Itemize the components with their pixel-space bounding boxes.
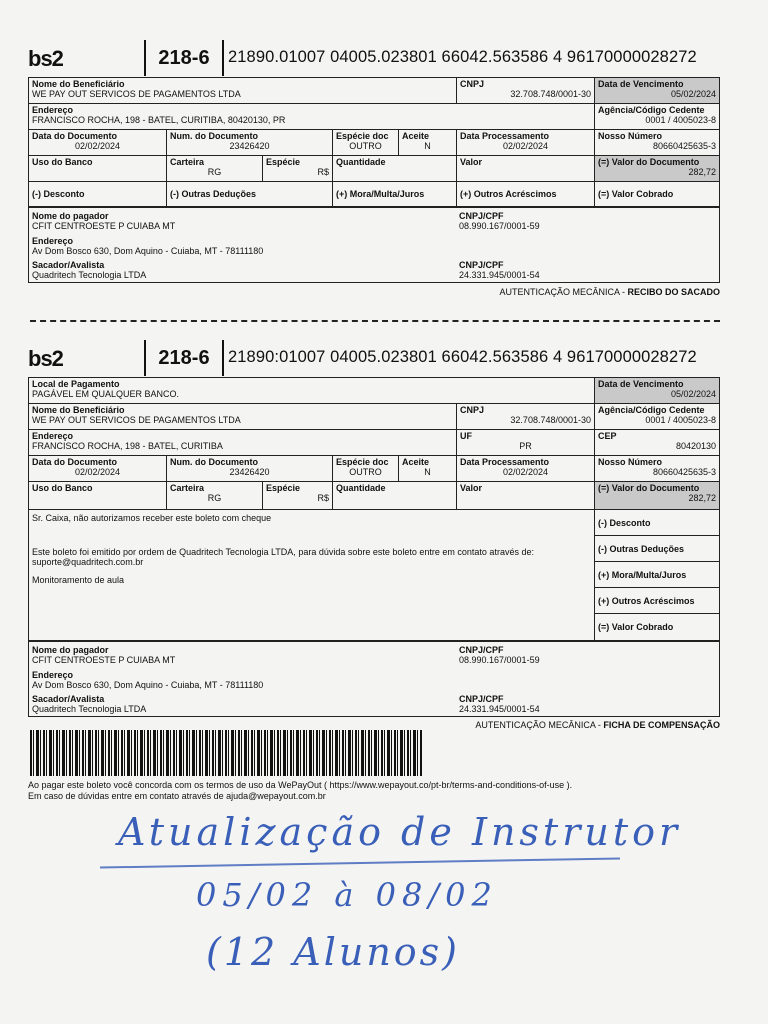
bank-logo: bs2 bbox=[28, 46, 63, 71]
uf-cell: UF PR bbox=[457, 430, 595, 456]
valor-doc-cell-2: (=) Valor do Documento 282,72 bbox=[595, 482, 719, 510]
ficha-authentication: AUTENTICAÇÃO MECÂNICA - FICHA DE COMPENSAÇÃO bbox=[475, 720, 720, 730]
outras-deducoes-cell: (-) Outras Deduções bbox=[167, 182, 333, 206]
linha-digitavel-2[interactable]: 21890:01007 04005.023801 66042.563586 4 96170000028272 bbox=[228, 348, 697, 366]
cnpj-cell: CNPJ 32.708.748/0001-30 bbox=[457, 78, 595, 104]
cep-cell: CEP 80420130 bbox=[595, 430, 719, 456]
agencia-cell-2: Agência/Código Cedente 0001 / 4005023-8 bbox=[595, 404, 719, 430]
especie-doc-cell: Espécie doc OUTRO bbox=[333, 130, 399, 156]
data-proc-cell: Data Processamento 02/02/2024 bbox=[457, 130, 595, 156]
data-proc: 02/02/2024 bbox=[502, 141, 549, 151]
instrucao-3: suporte@quadritech.com.br bbox=[32, 557, 144, 567]
uso-banco-cell-2: Uso do Banco bbox=[29, 482, 167, 510]
valor-cobrado-cell-2: (=) Valor Cobrado bbox=[598, 622, 674, 632]
ficha-header bbox=[28, 340, 720, 376]
cut-line bbox=[30, 320, 720, 322]
uf: PR bbox=[519, 441, 532, 451]
especie-doc: OUTRO bbox=[349, 141, 382, 151]
ficha-pagador-box: Nome do pagador CFIT CENTROESTE P CUIABA MT CNPJ/CPF 08.990.167/0001-59 Endereço Av Dom Bosco 630, Dom Aquino - Cuiaba, MT - 78111180 Sacador/Avalista Quadritech Tecnologia LTDA CNPJ/CPF 24.331.945/0001-54 bbox=[28, 641, 720, 717]
especie: R$ bbox=[317, 167, 329, 177]
agencia: 0001 / 4005023-8 bbox=[645, 115, 716, 125]
footer-terms: Ao pagar este boleto você concorda com os termos de uso da WePayOut ( https://www.wepayout.co/pt-br/terms-and-conditions-of-use ). bbox=[28, 780, 573, 790]
handwritten-line-2: 05/02 à 08/02 bbox=[196, 876, 498, 914]
local-pagamento-cell: Local de Pagamento PAGÁVEL EM QUALQUER BANCO. bbox=[29, 378, 595, 404]
barcode bbox=[30, 730, 422, 776]
num-doc: 23426420 bbox=[229, 141, 270, 151]
sacador-doc: 24.331.945/0001-54 bbox=[459, 270, 540, 280]
quantidade-cell: Quantidade bbox=[333, 156, 457, 182]
footer-contact: Em caso de dúvidas entre em contato através de ajuda@wepayout.com.br bbox=[28, 791, 326, 801]
uso-banco-cell: Uso do Banco bbox=[29, 156, 167, 182]
endereco-cell-2: Endereço FRANCISCO ROCHA, 198 - BATEL, CURITIBA bbox=[29, 430, 457, 456]
outras-deducoes-cell-2: (-) Outras Deduções bbox=[595, 536, 719, 562]
recibo-pagador-box: Nome do pagador CFIT CENTROESTE P CUIABA MT CNPJ/CPF 08.990.167/0001-59 Endereço Av Dom Bosco 630, Dom Aquino - Cuiaba, MT - 78111180 Sacador/Avalista Quadritech Tecnologia LTDA CNPJ/CPF 24.331.945/0001-54 bbox=[28, 207, 720, 283]
aceite-cell-2: Aceite N bbox=[399, 456, 457, 482]
num-doc-cell: Num. do Documento 23426420 bbox=[167, 130, 333, 156]
linha-digitavel[interactable]: 21890.01007 04005.023801 66042.563586 4 96170000028272 bbox=[228, 48, 697, 66]
local-pagamento: PAGÁVEL EM QUALQUER BANCO. bbox=[32, 389, 180, 399]
aceite-cell: Aceite N bbox=[399, 130, 457, 156]
handwritten-underline bbox=[100, 857, 620, 868]
mora-cell-2: (+) Mora/Multa/Juros bbox=[595, 562, 719, 588]
carteira-cell: Carteira RG bbox=[167, 156, 263, 182]
cep: 80420130 bbox=[675, 441, 716, 451]
carteira-cell-2: Carteira RG bbox=[167, 482, 263, 510]
endereco: FRANCISCO ROCHA, 198 - BATEL, CURITIBA, 80420130, PR bbox=[32, 115, 286, 125]
sacador: Quadritech Tecnologia LTDA bbox=[32, 270, 147, 280]
recibo-authentication: AUTENTICAÇÃO MECÂNICA - RECIBO DO SACADO bbox=[499, 287, 720, 297]
instrucao-4: Monitoramento de aula bbox=[32, 575, 125, 585]
especie-cell-2: Espécie R$ bbox=[263, 482, 333, 510]
desconto-cell: (-) Desconto bbox=[29, 182, 167, 206]
carteira: RG bbox=[207, 167, 222, 177]
data-doc-cell-2: Data do Documento 02/02/2024 bbox=[29, 456, 167, 482]
instrucao-2: Este boleto foi emitido por ordem de Quadritech Tecnologia LTDA, para dúvida sobre este boleto entre em contato através de: bbox=[32, 547, 534, 557]
beneficiario: WE PAY OUT SERVICOS DE PAGAMENTOS LTDA bbox=[32, 89, 241, 99]
handwritten-line-1: Atualização de Instrutor bbox=[118, 810, 682, 854]
desconto-cell-2: (-) Desconto bbox=[595, 510, 719, 536]
recibo-box bbox=[28, 77, 720, 207]
ficha-box bbox=[28, 377, 720, 641]
pagador-doc: 08.990.167/0001-59 bbox=[459, 221, 540, 231]
valor-doc: 282,72 bbox=[688, 167, 716, 177]
beneficiario-cell-2: Nome do Beneficiário WE PAY OUT SERVICOS DE PAGAMENTOS LTDA bbox=[29, 404, 457, 430]
cnpj-cell-2: CNPJ 32.708.748/0001-30 bbox=[457, 404, 595, 430]
nosso-numero: 80660425635-3 bbox=[652, 141, 716, 151]
vencimento-cell: Data de Vencimento 05/02/2024 bbox=[595, 78, 719, 104]
quantidade-cell-2: Quantidade bbox=[333, 482, 457, 510]
pagador: CFIT CENTROESTE P CUIABA MT bbox=[32, 221, 176, 231]
acrescimos-cell: (+) Outros Acréscimos bbox=[457, 182, 595, 206]
vencimento-cell-2: Data de Vencimento 05/02/2024 bbox=[595, 378, 719, 404]
data-doc-cell: Data do Documento 02/02/2024 bbox=[29, 130, 167, 156]
valor-doc-cell: (=) Valor do Documento 282,72 bbox=[595, 156, 719, 182]
nosso-numero-cell: Nosso Número 80660425635-3 bbox=[595, 130, 719, 156]
acrescimos-cell-2: (+) Outros Acréscimos bbox=[595, 588, 719, 614]
especie-cell: Espécie R$ bbox=[263, 156, 333, 182]
handwritten-line-3: (12 Alunos) bbox=[206, 930, 461, 974]
aceite: N bbox=[424, 141, 431, 151]
bank-code: 218-6 bbox=[144, 40, 224, 76]
mora-cell: (+) Mora/Multa/Juros bbox=[333, 182, 457, 206]
beneficiario-cell: Nome do Beneficiário WE PAY OUT SERVICOS DE PAGAMENTOS LTDA bbox=[29, 78, 457, 104]
instrucao-1: Sr. Caixa, não autorizamos receber este boleto com cheque bbox=[32, 513, 272, 523]
vencimento: 05/02/2024 bbox=[670, 89, 716, 99]
bank-code-2: 218-6 bbox=[144, 340, 224, 376]
bank-logo-2: bs2 bbox=[28, 346, 63, 371]
nosso-numero-cell-2: Nosso Número 80660425635-3 bbox=[595, 456, 719, 482]
endereco-cell: Endereço FRANCISCO ROCHA, 198 - BATEL, CURITIBA, 80420130, PR bbox=[29, 104, 595, 130]
num-doc-cell-2: Num. do Documento 23426420 bbox=[167, 456, 333, 482]
recibo-header bbox=[28, 40, 720, 76]
cnpj: 32.708.748/0001-30 bbox=[510, 89, 591, 99]
data-proc-cell-2: Data Processamento 02/02/2024 bbox=[457, 456, 595, 482]
endereco-pagador: Av Dom Bosco 630, Dom Aquino - Cuiaba, MT - 78111180 bbox=[32, 246, 264, 256]
especie-doc-cell-2: Espécie doc OUTRO bbox=[333, 456, 399, 482]
agencia-cell: Agência/Código Cedente 0001 / 4005023-8 bbox=[595, 104, 719, 130]
valor-cobrado-cell: (=) Valor Cobrado bbox=[598, 189, 674, 199]
valor-cell-2: Valor bbox=[457, 482, 595, 510]
instrucoes-cell bbox=[29, 510, 595, 640]
valor-cell: Valor bbox=[457, 156, 595, 182]
data-doc: 02/02/2024 bbox=[74, 141, 121, 151]
